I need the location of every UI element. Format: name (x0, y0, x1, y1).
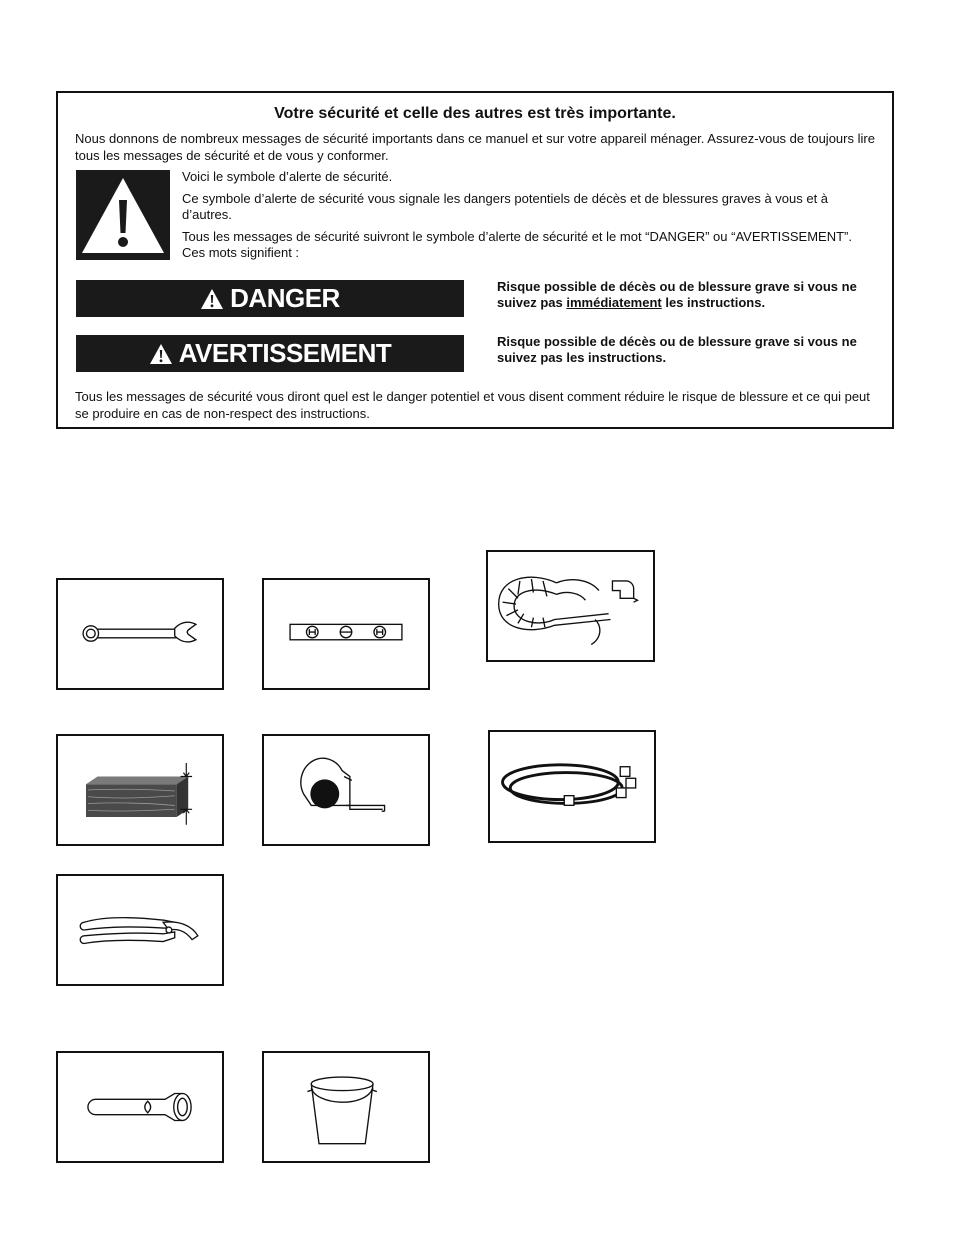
safety-footer: Tous les messages de sécurité vous diront quel est le danger potentiel et vous disent comment réduire le risque de blessure et ce qui peut se produire en cas de non-respect des instructions. (75, 389, 870, 421)
flashlight-icon (56, 1051, 224, 1163)
danger-label: DANGER (230, 283, 340, 313)
safety-intro: Nous donnons de nombreux messages de sécurité importants dans ce manuel et sur votre appareil ménager. Assurez-vous de toujours lire tous les messages de sécurité et de vous y conformer. (75, 131, 875, 163)
water-hoses-icon (488, 730, 656, 843)
level-icon (262, 578, 430, 690)
bucket-icon (262, 1051, 430, 1163)
symbol-description: Ce symbole d’alerte de sécurité vous signale les dangers potentiels de décès et de blessures graves à vous et à d’autres. (182, 191, 829, 222)
drain-hose-icon (486, 550, 655, 662)
wood-block-icon (56, 734, 224, 846)
danger-desc-b: les instructions. (661, 295, 766, 310)
symbol-line: Voici le symbole d’alerte de sécurité. (182, 169, 393, 184)
safety-box (56, 91, 894, 429)
danger-banner (76, 280, 464, 317)
warning-description: Risque possible de décès ou de blessure grave si vous ne suivez pas les instructions. (497, 334, 857, 365)
warning-label: AVERTISSEMENT (178, 338, 392, 368)
danger-description (497, 279, 892, 311)
signal-words-line: Tous les messages de sécurité suivront le symbole d’alerte de sécurité et le mot “DANGER” ou “AVERTISSEMENT”. Ces mots signifient : (182, 229, 852, 260)
safety-title: Votre sécurité et celle des autres est très importante. (274, 105, 676, 122)
warning-triangle-icon (200, 288, 224, 310)
wrench-icon (56, 578, 224, 690)
danger-desc-emphasis: immédiatement (566, 295, 662, 310)
warning-banner (76, 335, 464, 372)
safety-alert-icon (76, 170, 170, 260)
pliers-icon (56, 874, 224, 986)
tape-measure-icon (262, 734, 430, 846)
warning-triangle-icon (149, 343, 173, 365)
danger-desc-a: Risque possible de décès ou de blessure grave si vous ne suivez pas (497, 279, 857, 310)
